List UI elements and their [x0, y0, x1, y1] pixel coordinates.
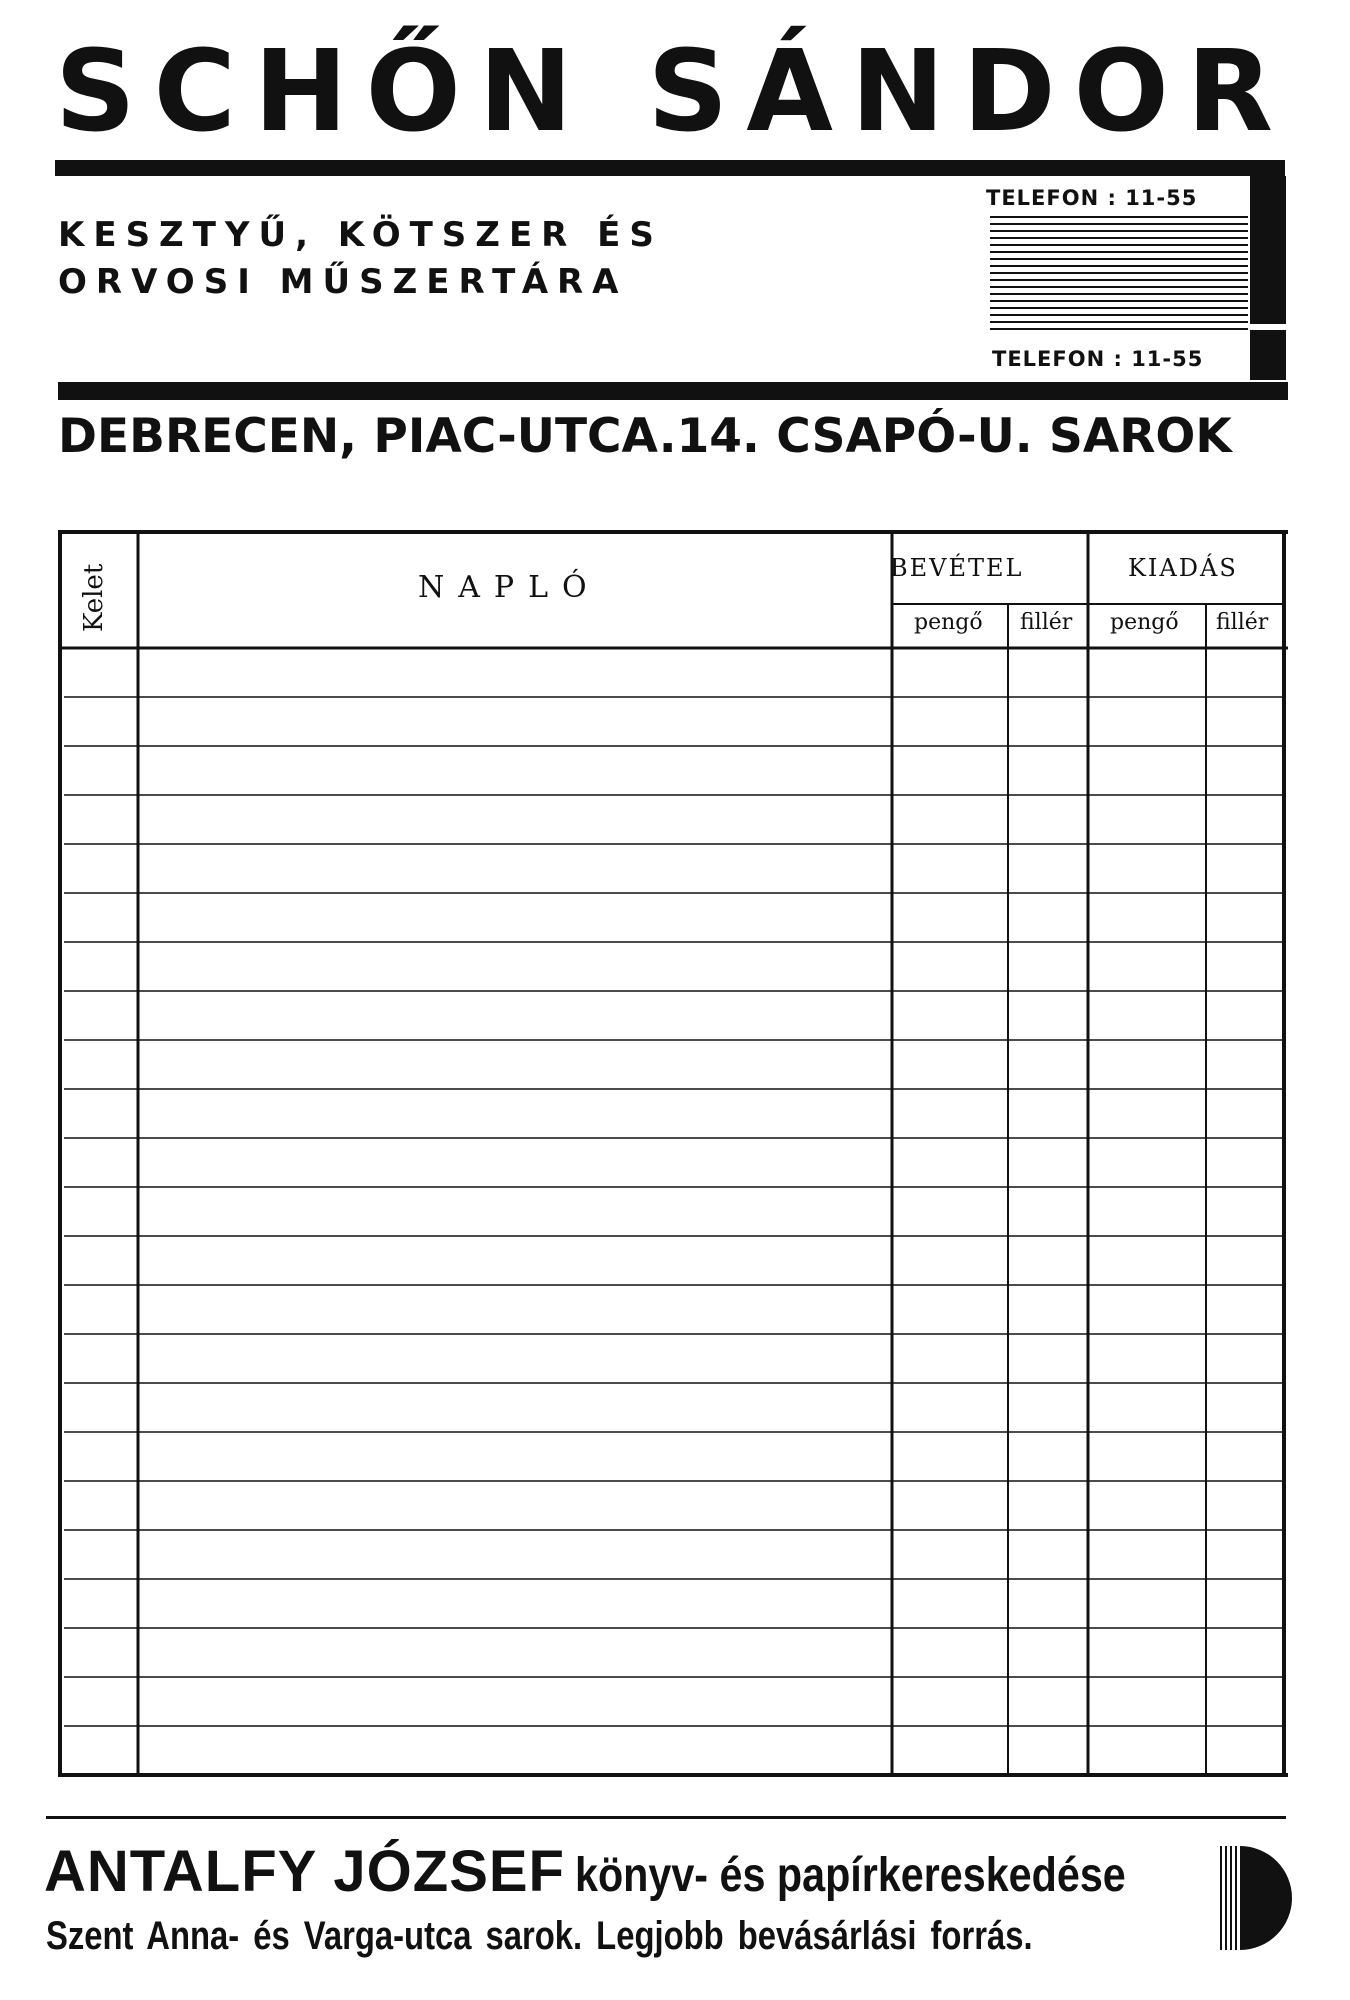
ledger-table [58, 530, 1288, 1780]
phone-box-side-bar [1250, 176, 1286, 324]
column-header-date: Kelet [79, 563, 109, 632]
advertiser-trade: könyv- és papírkereskedése [575, 1849, 1126, 1902]
header-rule-bottom [58, 382, 1288, 400]
phone-number-top: TELEFON : 11-55 [986, 186, 1198, 210]
phone-box-hatching [990, 216, 1248, 334]
expense-pengo-header: pengő [1110, 610, 1179, 635]
column-header-journal: NAPLÓ [418, 570, 601, 605]
advertiser-line [44, 1840, 1215, 1919]
advertiser-name: ANTALFY JÓZSEF [44, 1839, 565, 1904]
column-header-expense: KIADÁS [1128, 554, 1238, 582]
advertiser-address-slogan: Szent Anna- és Varga-utca sarok. Legjobb bevásárlási forrás. [46, 1914, 1033, 1958]
phone-number-bottom: TELEFON : 11-55 [992, 347, 1204, 371]
ledger-grid [58, 530, 1288, 1780]
business-tagline-line2: ORVOSI MŰSZERTÁRA [58, 262, 628, 302]
expense-filler-header: fillér [1216, 610, 1269, 635]
phone-box-side-bar-lower [1250, 330, 1286, 380]
business-address: DEBRECEN, PIAC-UTCA.14. CSAPÓ-U. SAROK [58, 409, 1232, 464]
merchant-name-title: SCHŐN SÁNDOR [55, 27, 1292, 157]
income-pengo-header: pengő [914, 610, 983, 635]
column-header-income: BEVÉTEL [890, 554, 1024, 582]
footer-rule [46, 1816, 1286, 1819]
header-rule-top [55, 160, 1285, 176]
business-tagline-line1: KESZTYŰ, KÖTSZER ÉS [58, 215, 663, 255]
advertiser-logo-emblem [1218, 1842, 1298, 1954]
income-filler-header: fillér [1020, 610, 1073, 635]
